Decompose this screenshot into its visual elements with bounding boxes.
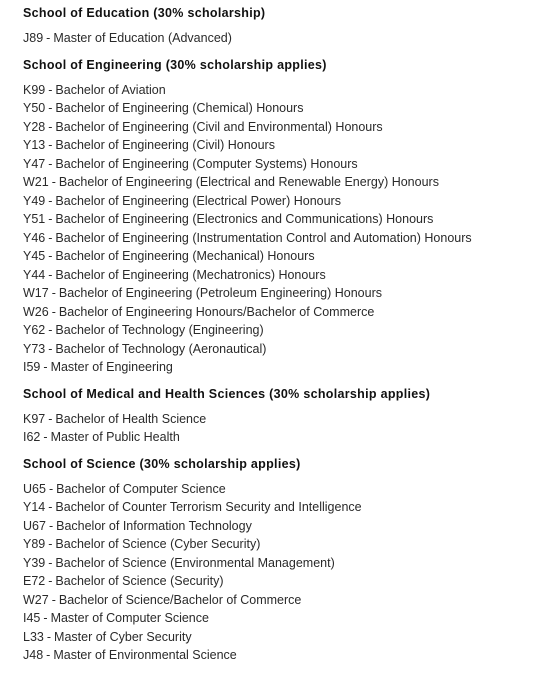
course-item	[23, 321, 536, 340]
course-code: Y62	[23, 323, 46, 337]
course-list	[23, 480, 536, 665]
code-separator: -	[51, 175, 56, 189]
course-name: Bachelor of Engineering (Mechanical) Honours	[55, 249, 315, 263]
course-name: Bachelor of Science/Bachelor of Commerce	[58, 592, 302, 607]
course-code: I45	[23, 611, 41, 625]
code-separator: -	[48, 156, 53, 171]
course-code: W27	[23, 592, 49, 607]
section-heading: School of Medical and Health Sciences (30% scholarship applies)	[23, 386, 431, 401]
course-code: W26	[23, 304, 49, 319]
course-item	[23, 284, 536, 303]
course-code: Y14	[23, 500, 46, 514]
course-code: Y73	[23, 341, 46, 356]
course-item	[23, 99, 536, 118]
course-code: Y13	[23, 138, 46, 152]
course-item	[23, 136, 536, 155]
code-separator: -	[43, 611, 48, 625]
section-heading: School of Engineering (30% scholarship applies)	[23, 57, 327, 72]
code-separator: -	[51, 592, 56, 607]
course-code: K99	[23, 82, 46, 97]
course-name: Bachelor of Science (Cyber Security)	[55, 537, 261, 551]
course-code: W21	[23, 175, 49, 189]
course-name: Bachelor of Engineering (Mechatronics) Honours	[55, 267, 326, 282]
course-item	[23, 29, 536, 48]
course-name: Bachelor of Technology (Aeronautical)	[55, 341, 267, 356]
course-code: L33	[23, 629, 44, 644]
course-item	[23, 646, 536, 665]
course-name: Bachelor of Engineering (Chemical) Honours	[55, 101, 304, 115]
course-item	[23, 358, 536, 377]
code-separator: -	[43, 360, 48, 374]
course-item	[23, 591, 536, 610]
course-code: Y28	[23, 119, 46, 134]
course-item	[23, 81, 536, 100]
course-code: W17	[23, 286, 49, 300]
course-name: Bachelor of Engineering (Electrical and Renewable Energy) Honours	[58, 175, 439, 189]
course-item	[23, 118, 536, 137]
code-separator: -	[48, 500, 53, 514]
course-item	[23, 247, 536, 266]
course-name: Bachelor of Health Science	[55, 411, 207, 426]
course-item	[23, 229, 536, 248]
code-separator: -	[48, 212, 53, 226]
course-name: Bachelor of Aviation	[55, 82, 166, 97]
course-item	[23, 572, 536, 591]
code-separator: -	[46, 648, 51, 662]
code-separator: -	[51, 304, 56, 319]
course-code: Y49	[23, 193, 46, 208]
course-name: Bachelor of Counter Terrorism Security and Intelligence	[55, 500, 362, 514]
course-item	[23, 340, 536, 359]
course-list	[23, 410, 536, 447]
course-item	[23, 210, 536, 229]
course-code: Y47	[23, 156, 46, 171]
course-item	[23, 554, 536, 573]
code-separator: -	[48, 537, 53, 551]
code-separator: -	[48, 119, 53, 134]
course-name: Bachelor of Engineering Honours/Bachelor of Commerce	[58, 304, 375, 319]
section-heading: School of Education (30% scholarship)	[23, 6, 266, 20]
code-separator: -	[46, 629, 52, 644]
course-item	[23, 410, 536, 429]
course-name: Bachelor of Engineering (Computer Systems) Honours	[55, 156, 358, 171]
course-item	[23, 192, 536, 211]
code-separator: -	[48, 230, 53, 245]
code-separator: -	[48, 341, 53, 356]
course-code: U65	[23, 481, 46, 496]
code-separator: -	[48, 82, 53, 97]
code-separator: -	[48, 555, 53, 570]
course-name: Master of Environmental Science	[53, 648, 237, 662]
code-separator: -	[48, 101, 53, 115]
course-code: Y44	[23, 267, 46, 282]
course-code: Y46	[23, 230, 46, 245]
course-code: I59	[23, 360, 41, 374]
course-name: Master of Education (Advanced)	[53, 31, 232, 45]
course-name: Bachelor of Engineering (Electronics and Communications) Honours	[55, 212, 434, 226]
course-name: Bachelor of Engineering (Petroleum Engineering) Honours	[58, 286, 382, 300]
code-separator: -	[48, 518, 54, 533]
course-name: Bachelor of Science (Security)	[55, 574, 224, 588]
course-code: Y39	[23, 555, 46, 570]
course-code: J48	[23, 648, 44, 662]
course-name: Bachelor of Engineering (Civil) Honours	[55, 138, 275, 152]
course-name: Bachelor of Science (Environmental Management)	[55, 555, 335, 570]
course-item	[23, 535, 536, 554]
course-list	[23, 81, 536, 377]
course-name: Master of Cyber Security	[54, 629, 192, 644]
code-separator: -	[48, 323, 53, 337]
course-item	[23, 609, 536, 628]
course-code: K97	[23, 411, 46, 426]
course-name: Master of Computer Science	[50, 611, 209, 625]
course-code: Y50	[23, 101, 46, 115]
course-name: Master of Engineering	[50, 360, 173, 374]
code-separator: -	[48, 249, 53, 263]
course-code: I62	[23, 430, 41, 444]
course-item	[23, 480, 536, 499]
course-name: Bachelor of Information Technology	[56, 518, 252, 533]
section-heading: School of Science (30% scholarship applies)	[23, 456, 301, 471]
course-code: E72	[23, 574, 46, 588]
code-separator: -	[48, 574, 53, 588]
course-name: Bachelor of Computer Science	[56, 481, 226, 496]
course-item	[23, 155, 536, 174]
code-separator: -	[46, 31, 51, 45]
code-separator: -	[43, 430, 48, 444]
code-separator: -	[48, 138, 53, 152]
course-item	[23, 303, 536, 322]
course-code: Y89	[23, 537, 46, 551]
course-name: Bachelor of Engineering (Instrumentation Control and Automation) Honours	[55, 230, 472, 245]
course-name: Master of Public Health	[50, 430, 180, 444]
course-name: Bachelor of Technology (Engineering)	[55, 323, 264, 337]
course-code: J89	[23, 31, 44, 45]
course-name: Bachelor of Engineering (Electrical Power) Honours	[55, 193, 341, 208]
code-separator: -	[48, 411, 53, 426]
course-item	[23, 498, 536, 517]
course-item	[23, 266, 536, 285]
course-code: Y51	[23, 212, 46, 226]
code-separator: -	[48, 481, 54, 496]
code-separator: -	[48, 193, 53, 208]
course-code: Y45	[23, 249, 46, 263]
code-separator: -	[48, 267, 53, 282]
course-item	[23, 517, 536, 536]
course-item	[23, 173, 536, 192]
course-name: Bachelor of Engineering (Civil and Environmental) Honours	[55, 119, 383, 134]
course-item	[23, 428, 536, 447]
course-list	[23, 29, 536, 48]
course-item	[23, 628, 536, 647]
course-code: U67	[23, 518, 46, 533]
code-separator: -	[51, 286, 56, 300]
